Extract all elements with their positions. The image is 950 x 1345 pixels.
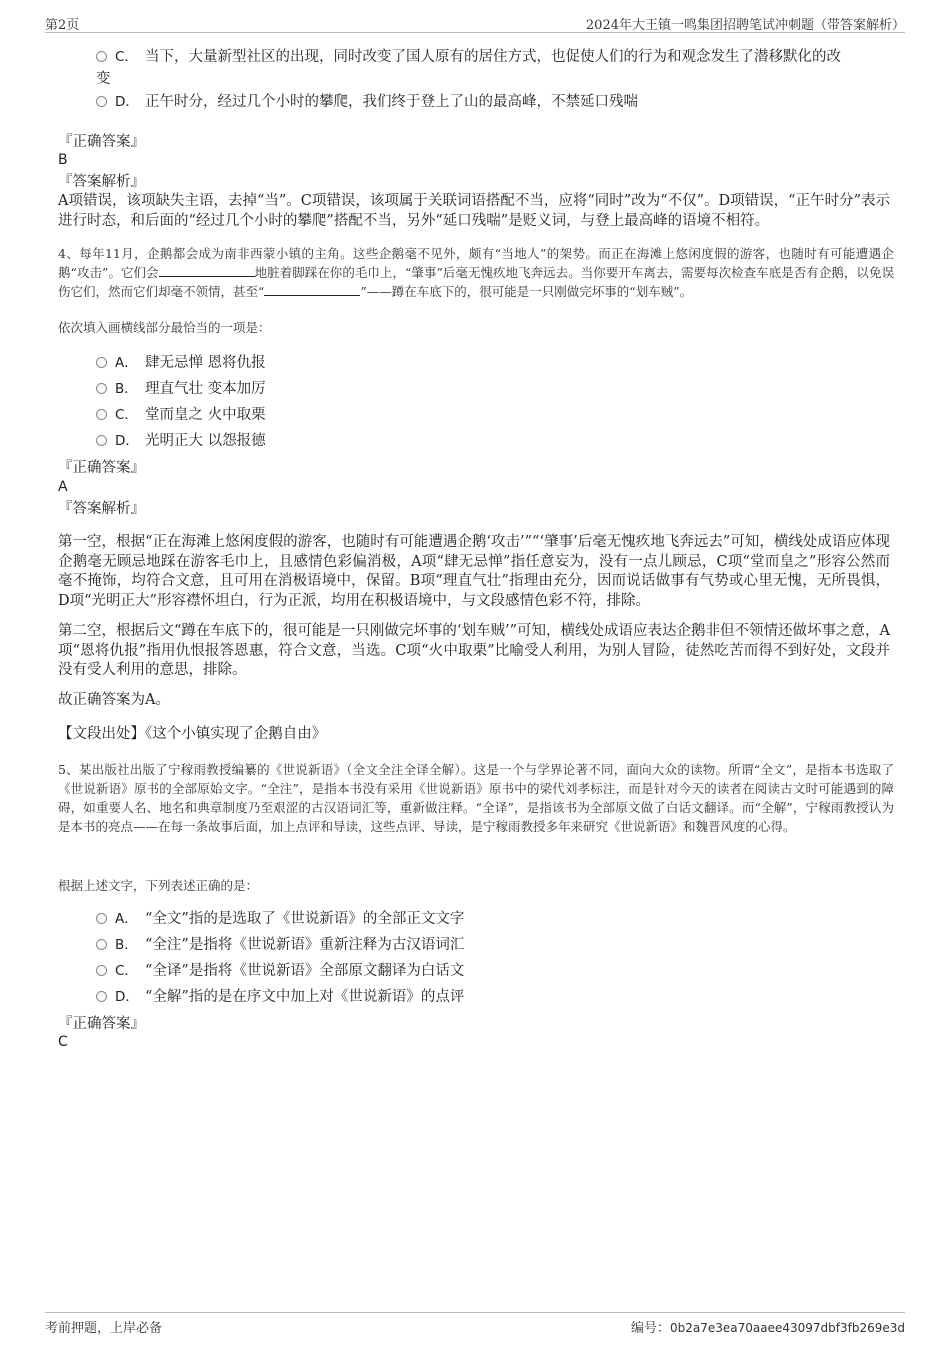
option-key: C．	[115, 963, 138, 979]
radio-icon[interactable]	[96, 383, 107, 394]
q4-prompt: 依次填入画横线部分最恰当的一项是：	[58, 320, 271, 335]
option-text-cont: 变	[96, 71, 111, 87]
option-text: “全译”是指将《世说新语》全部原文翻译为白话文	[145, 963, 465, 979]
q3-option-d[interactable]	[96, 91, 896, 113]
q4-blank-1	[159, 264, 255, 277]
footer-code-label: 编号：	[630, 1321, 670, 1336]
q5-answer-label: 『正确答案』	[58, 1016, 145, 1032]
q4-blank-2	[264, 283, 360, 296]
q5-option-b[interactable]	[96, 934, 896, 956]
radio-icon[interactable]	[96, 51, 107, 62]
footer-slogan: 考前押题，上岸必备	[45, 1321, 163, 1336]
q4-option-a[interactable]	[96, 352, 896, 374]
q4-answer: A	[58, 479, 68, 495]
radio-icon[interactable]	[96, 409, 107, 420]
footer-code-value: 0b2a7e3ea70aaee43097dbf3fb269e3d	[669, 1321, 905, 1335]
q4-answer-label: 『正确答案』	[58, 460, 145, 476]
page-footer	[45, 1312, 905, 1335]
q4-option-d[interactable]	[96, 430, 896, 452]
option-text: 当下，大量新型社区的出现，同时改变了国人原有的居住方式，也促使人们的行为和观念发生了潜移默化的改	[145, 49, 841, 65]
q4-option-b[interactable]	[96, 378, 896, 400]
q4-stem-part-a: 4、每年11月，企鹅都会成为南非西蒙小镇的主角。这些企鹅毫不见外，颇有“当地人”的架势。而正在海滩上悠闲度假的游客，也随时有可能遭遇企鹅“攻击”。它们会	[58, 246, 894, 280]
q3-answer: B	[58, 152, 68, 168]
q5-prompt: 根据上述文字，下列表述正确的是：	[58, 878, 259, 893]
q4-analysis-3: 故正确答案为A。	[58, 692, 170, 708]
radio-icon[interactable]	[96, 913, 107, 924]
q4-stem-part-b: 地脏着脚踩在你的毛巾上，“肇事”后毫无愧疚地飞奔远去。当你要开车离去，需要每次检查车底是否有企鹅，以免误伤它们，然而它们却毫不领情，甚至“	[58, 265, 894, 299]
option-text: “全文”指的是选取了《世说新语》的全部正文文字	[145, 911, 465, 927]
q3-answer-label: 『正确答案』	[58, 134, 145, 150]
option-key: A．	[115, 911, 138, 927]
option-text: 肆无忌惮 恩将仇报	[145, 355, 266, 371]
q4-stem	[58, 244, 894, 301]
option-text: 理直气壮 变本加厉	[145, 381, 266, 397]
radio-icon[interactable]	[96, 435, 107, 446]
option-key: C．	[115, 49, 138, 65]
option-text: 正午时分，经过几个小时的攀爬，我们终于登上了山的最高峰，不禁延口残喘	[145, 94, 638, 110]
q5-option-c[interactable]	[96, 960, 896, 982]
page-number: 第2页	[45, 18, 80, 33]
q5-option-d[interactable]	[96, 986, 896, 1008]
option-key: B．	[115, 381, 138, 397]
q3-analysis-label: 『答案解析』	[58, 174, 145, 190]
radio-icon[interactable]	[96, 965, 107, 976]
q4-analysis-1: 第一空，根据“正在海滩上悠闲度假的游客，也随时有可能遭遇企鹅‘攻击’”“‘肇事’后毫无愧疚地飞奔远去”可知，横线处成语应体现企鹅毫无顾忌地踩在游客毛巾上，且感情色彩偏消极，A项“肆无忌惮”指任意妄为，没有一点儿顾忌，C项“堂而皇之”形容公然而毫不掩饰，均符合文意，且可用在消极语境中，保留。B项“理直气壮”指理由充分，因而说话做事有气势或心里无愧，无所畏惧，D项“光明正大”形容襟怀坦白，行为正派，均用在积极语境中，与文段感情色彩不符，排除。	[58, 534, 890, 609]
radio-icon[interactable]	[96, 939, 107, 950]
q4-analysis-2: 第二空，根据后文“蹲在车底下的，很可能是一只刚做完坏事的‘划车贼’”可知，横线处成语应表达企鹅非但不领情还做坏事之意，A项“恩将仇报”指用仇恨报答恩惠，符合文意，当选。C项“火中取栗”比喻受人利用，为别人冒险，徒然吃苦而得不到好处，文段并没有受人利用的意思，排除。	[58, 623, 891, 678]
q5-option-a[interactable]	[96, 908, 896, 930]
q4-stem-part-c: ”——蹲在车底下的，很可能是一只刚做完坏事的“划车贼”。	[360, 284, 693, 299]
page-header	[45, 14, 905, 33]
option-text: 光明正大 以怨报德	[145, 433, 266, 449]
q5-answer: C	[58, 1034, 68, 1050]
option-key: D．	[115, 433, 139, 449]
q3-analysis: A项错误，该项缺失主语，去掉“当”。C项错误，该项属于关联词语搭配不当，应将“同时”改为“不仅”。D项错误，“正午时分”表示进行时态，和后面的“经过几个小时的攀爬”搭配不当，另外“延口残喘”是贬义词，与登上最高峰的语境不相符。	[58, 193, 890, 229]
q4-analysis-label: 『答案解析』	[58, 501, 145, 517]
q5-stem: 5、某出版社出版了宁稼雨教授编纂的《世说新语》（全文全注全译全解）。这是一个与学界论著不同，面向大众的读物。所谓“全文”，是指本书选取了《世说新语》原书的全部原始文字。“全注”，是指本书没有采用《世说新语》原书中的梁代刘孝标注，而是针对今天的读者在阅读古文时可能遇到的障碍，如重要人名、地名和典章制度乃至艰涩的古汉语词汇等，重新做注释。“全译”，是指该书为全部原文做了白话文翻译。而“全解”，宁稼雨教授认为是本书的亮点——在每一条故事后面，加上点评和导读，这些点评、导读，是宁稼雨教授多年来研究《世说新语》和魏晋风度的心得。	[58, 762, 894, 834]
q4-option-c[interactable]	[96, 404, 896, 426]
document-title: 2024年大王镇一鸣集团招聘笔试冲刺题（带答案解析）	[585, 18, 905, 33]
option-key: B．	[115, 937, 138, 953]
radio-icon[interactable]	[96, 96, 107, 107]
option-text: “全注”是指将《世说新语》重新注释为古汉语词汇	[145, 937, 465, 953]
q3-option-c[interactable]	[96, 46, 896, 68]
radio-icon[interactable]	[96, 991, 107, 1002]
option-key: A．	[115, 355, 138, 371]
option-key: D．	[115, 989, 139, 1005]
q4-source: 【文段出处】《这个小镇实现了企鹅自由》	[58, 726, 327, 742]
radio-icon[interactable]	[96, 357, 107, 368]
q3-option-c-cont	[96, 68, 896, 90]
option-text: 堂而皇之 火中取栗	[145, 407, 266, 423]
option-text: “全解”指的是在序文中加上对《世说新语》的点评	[145, 989, 465, 1005]
option-key: D．	[115, 94, 139, 110]
option-key: C．	[115, 407, 138, 423]
footer-code	[631, 1317, 905, 1336]
